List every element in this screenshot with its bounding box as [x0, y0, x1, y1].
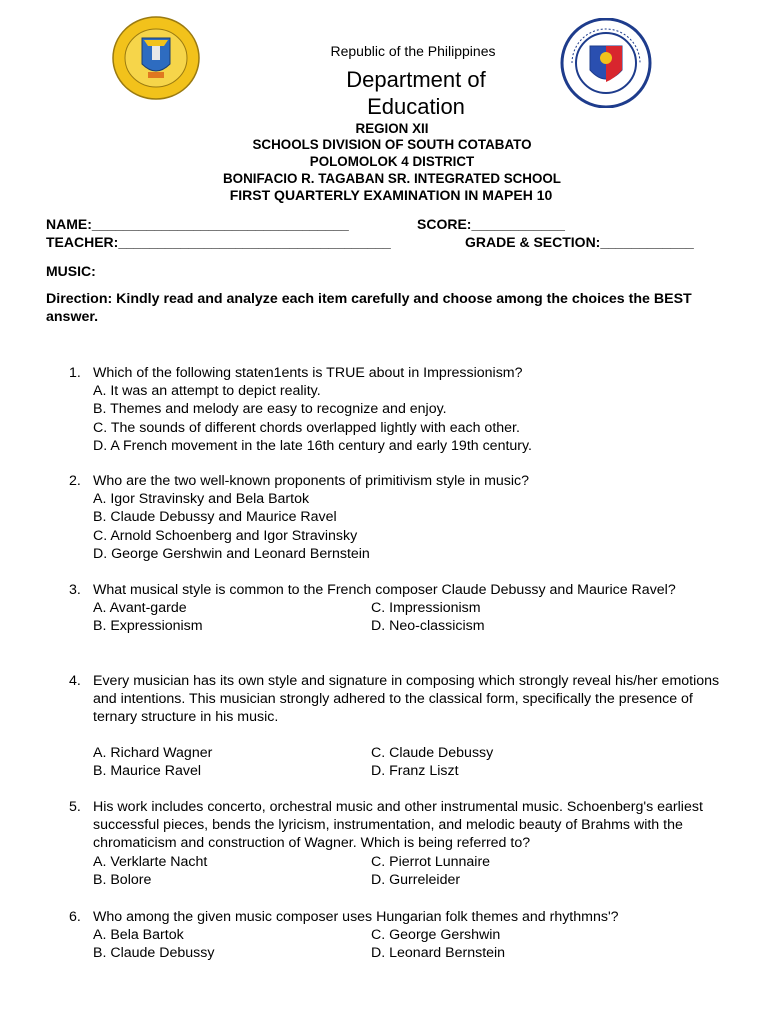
option-d[interactable]: D. Gurreleider [371, 871, 461, 888]
question-stem: Every musician has its own style and signature in composing which strongly reveal his/her emotions and intentions. This musician strongly adhered to the classical form, specifically the presence of ternary structure in his music. [93, 673, 720, 726]
region-line: REGION XII [355, 121, 429, 136]
option-c[interactable]: C. Impressionism [371, 600, 481, 617]
question-stem: His work includes concerto, orchestral music and other instrumental music. Schoenberg's earliest successful pieces, bends the lyricism, instrumentation, and melodic beauty of Brahms with the chromaticism and construction of Wagner. Which is being referred to? [93, 799, 703, 852]
question-2 [69, 472, 729, 563]
question-number: 1. [69, 365, 81, 381]
score-field[interactable]: SCORE:____________ [417, 216, 565, 232]
option-d[interactable]: D. A French movement in the late 16th century and early 19th century. [93, 437, 532, 454]
option-a[interactable]: A. Verklarte Nacht [93, 853, 208, 870]
option-d[interactable]: D. Leonard Bernstein [371, 945, 506, 962]
republic-line: Republic of the Philippines [330, 43, 496, 59]
name-field[interactable]: NAME:_________________________________ [46, 216, 349, 232]
option-c[interactable]: C. George Gershwin [371, 927, 501, 944]
question-4 [69, 672, 729, 780]
option-d[interactable]: D. George Gershwin and Leonard Bernstein [93, 545, 370, 562]
question-1 [69, 364, 729, 455]
option-c[interactable]: C. Claude Debussy [371, 744, 494, 761]
options-grid [93, 599, 729, 635]
department-title [32, 66, 768, 120]
grade-section-field[interactable]: GRADE & SECTION:____________ [465, 234, 694, 250]
option-a[interactable]: A. Igor Stravinsky and Bela Bartok [93, 491, 310, 508]
department-line-2: Education [367, 94, 465, 119]
option-a[interactable]: A. Avant-garde [93, 600, 187, 617]
option-b[interactable]: B. Claude Debussy and Maurice Ravel [93, 509, 337, 526]
option-c[interactable]: C. The sounds of different chords overlapped lightly with each other. [93, 419, 520, 436]
option-a[interactable]: A. It was an attempt to depict reality. [93, 383, 321, 400]
section-heading: MUSIC: [46, 263, 96, 279]
options-grid [93, 744, 729, 780]
district-line: POLOMOLOK 4 DISTRICT [309, 154, 475, 169]
question-stem: Who are the two well-known proponents of primitivism style in music? [93, 473, 530, 489]
option-c[interactable]: C. Arnold Schoenberg and Igor Stravinsky [93, 527, 358, 544]
question-number: 4. [69, 673, 81, 689]
question-stem: What musical style is common to the French composer Claude Debussy and Maurice Ravel? [93, 582, 676, 598]
question-stem: Who among the given music composer uses Hungarian folk themes and rhythmns'? [93, 909, 619, 925]
option-b[interactable]: B. Themes and melody are easy to recognize and enjoy. [93, 401, 447, 418]
question-number: 3. [69, 582, 81, 598]
question-number: 2. [69, 473, 81, 489]
school-line: BONIFACIO R. TAGABAN SR. INTEGRATED SCHOOL [223, 171, 561, 186]
question-5 [69, 798, 729, 889]
options-grid [93, 853, 729, 889]
option-b[interactable]: B. Bolore [93, 871, 152, 888]
division-line: SCHOOLS DIVISION OF SOUTH COTABATO [252, 137, 532, 152]
question-6 [69, 908, 729, 963]
options-grid [93, 926, 729, 962]
department-line-1: Department of [346, 67, 486, 92]
option-c[interactable]: C. Pierrot Lunnaire [371, 853, 491, 870]
question-number: 5. [69, 799, 81, 815]
exam-title: FIRST QUARTERLY EXAMINATION IN MAPEH 10 [229, 187, 553, 203]
option-a[interactable]: A. Richard Wagner [93, 744, 213, 761]
option-d[interactable]: D. Neo-classicism [371, 618, 485, 635]
option-a[interactable]: A. Bela Bartok [93, 927, 184, 944]
question-number: 6. [69, 909, 81, 925]
option-b[interactable]: B. Expressionism [93, 618, 203, 635]
option-b[interactable]: B. Claude Debussy [93, 945, 215, 962]
option-b[interactable]: B. Maurice Ravel [93, 762, 202, 779]
question-3 [69, 581, 729, 636]
direction-text: Direction: Kindly read and analyze each item carefully and choose among the choices the BEST answer. [46, 291, 692, 325]
question-stem: Which of the following staten1ents is TRUE about in Impressionism? [93, 365, 523, 381]
teacher-field[interactable]: TEACHER:___________________________________ [46, 234, 391, 250]
option-d[interactable]: D. Franz Liszt [371, 762, 459, 779]
